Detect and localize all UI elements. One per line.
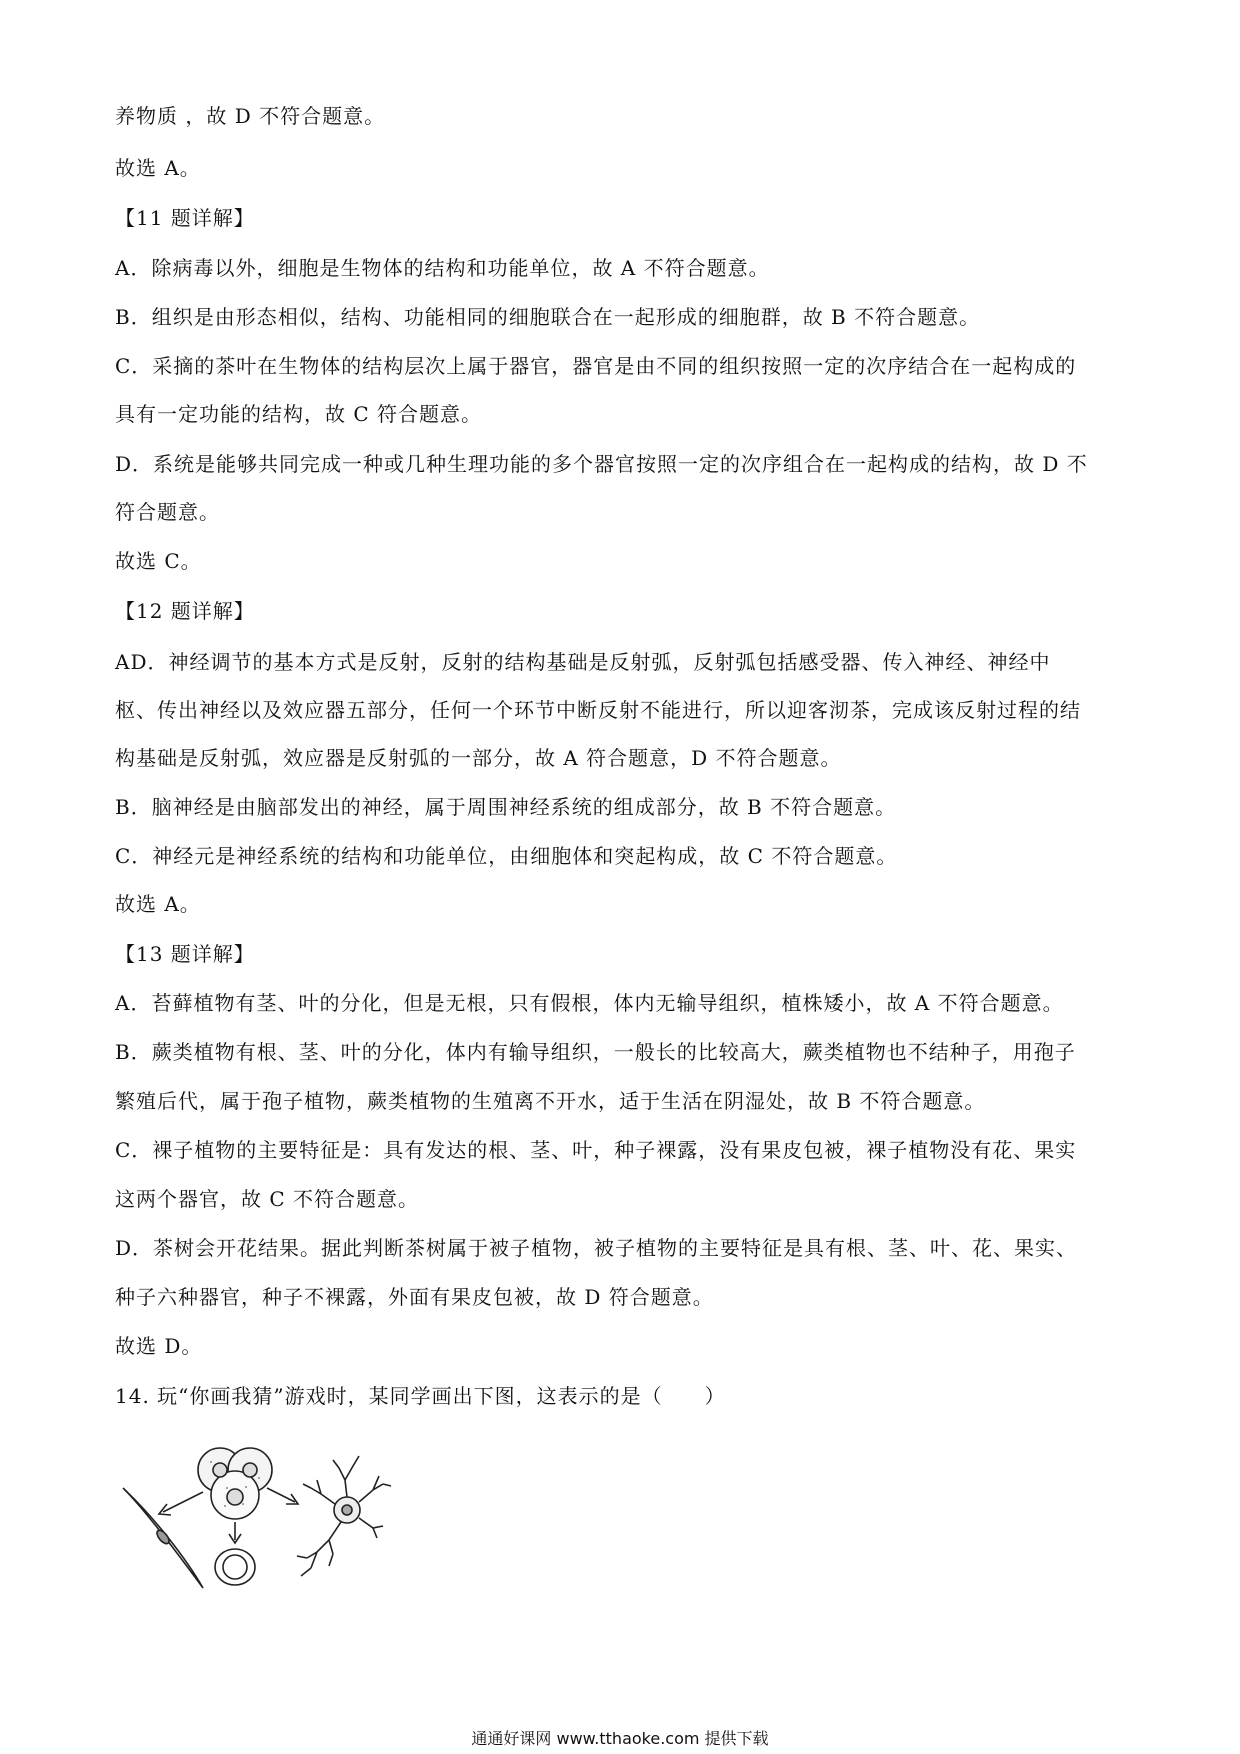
question-14: 14. 玩“你画我猜”游戏时，某同学画出下图，这表示的是（ ） — [115, 1384, 726, 1408]
arrow-down — [229, 1522, 241, 1543]
text-line: 具有一定功能的结构，故 C 符合题意。 — [115, 402, 483, 426]
text-line: 构基础是反射弧，效应器是反射弧的一部分，故 A 符合题意，D 不符合题意。 — [115, 746, 842, 770]
page-footer: 通通好课网 www.tthaoke.com 提供下载 — [471, 1729, 769, 1748]
text-line: AD．神经调节的基本方式是反射，反射的结构基础是反射弧，反射弧包括感受器、传入神经、神经中 — [115, 650, 1051, 674]
text-line: 这两个器官，故 C 不符合题意。 — [115, 1187, 420, 1211]
text-line: A．除病毒以外，细胞是生物体的结构和功能单位，故 A 不符合题意。 — [115, 256, 770, 280]
text-line: B．脑神经是由脑部发出的神经，属于周围神经系统的组成部分，故 B 不符合题意。 — [115, 795, 897, 819]
text-line: C．裸子植物的主要特征是：具有发达的根、茎、叶，种子裸露，没有果皮包被，裸子植物没有花、果实 — [115, 1138, 1077, 1162]
neuron-cell — [297, 1456, 391, 1576]
text-line: C．神经元是神经系统的结构和功能单位，由细胞体和突起构成，故 C 不符合题意。 — [115, 844, 898, 868]
text-line: 枢、传出神经以及效应器五部分，任何一个环节中断反射不能进行，所以迎客沏茶，完成该反射过程的结 — [115, 698, 1081, 722]
cell-differentiation-drawing — [115, 1440, 415, 1590]
text-line: D．系统是能够共同完成一种或几种生理功能的多个器官按照一定的次序组合在一起构成的结构，故 D 不 — [115, 452, 1088, 476]
text-line: 故选 D。 — [115, 1334, 203, 1358]
section-heading-12: 【12 题详解】 — [115, 599, 255, 623]
red-blood-cell — [215, 1549, 255, 1585]
cell-differentiation-figure — [115, 1440, 415, 1594]
text-line: 养物质 ，故 D 不符合题意。 — [115, 104, 386, 128]
stem-cell-cluster — [198, 1448, 272, 1519]
arrow-left — [159, 1492, 203, 1515]
text-line: B．蕨类植物有根、茎、叶的分化，体内有输导组织，一般长的比较高大，蕨类植物也不结种子，用孢子 — [115, 1040, 1076, 1064]
text-line: 故选 A。 — [115, 156, 201, 180]
section-heading-13: 【13 题详解】 — [115, 942, 255, 966]
muscle-cell — [123, 1488, 203, 1588]
text-line: 符合题意。 — [115, 500, 220, 524]
text-line: 故选 A。 — [115, 892, 201, 916]
text-line: 种子六种器官，种子不裸露，外面有果皮包被，故 D 符合题意。 — [115, 1285, 714, 1309]
text-line: D．茶树会开花结果。据此判断茶树属于被子植物，被子植物的主要特征是具有根、茎、叶、花、果实、 — [115, 1236, 1078, 1260]
text-line: B．组织是由形态相似，结构、功能相同的细胞联合在一起形成的细胞群，故 B 不符合题意。 — [115, 305, 981, 329]
text-line: C．采摘的茶叶在生物体的结构层次上属于器官，器官是由不同的组织按照一定的次序结合在一起构成的 — [115, 354, 1077, 378]
text-line: 繁殖后代，属于孢子植物，蕨类植物的生殖离不开水，适于生活在阴湿处，故 B 不符合题意。 — [115, 1089, 986, 1113]
section-heading-11: 【11 题详解】 — [115, 206, 255, 230]
text-line: A．苔藓植物有茎、叶的分化，但是无根，只有假根，体内无输导组织，植株矮小，故 A 不符合题意。 — [115, 991, 1064, 1015]
arrow-right — [267, 1488, 298, 1504]
text-line: 故选 C。 — [115, 549, 202, 573]
